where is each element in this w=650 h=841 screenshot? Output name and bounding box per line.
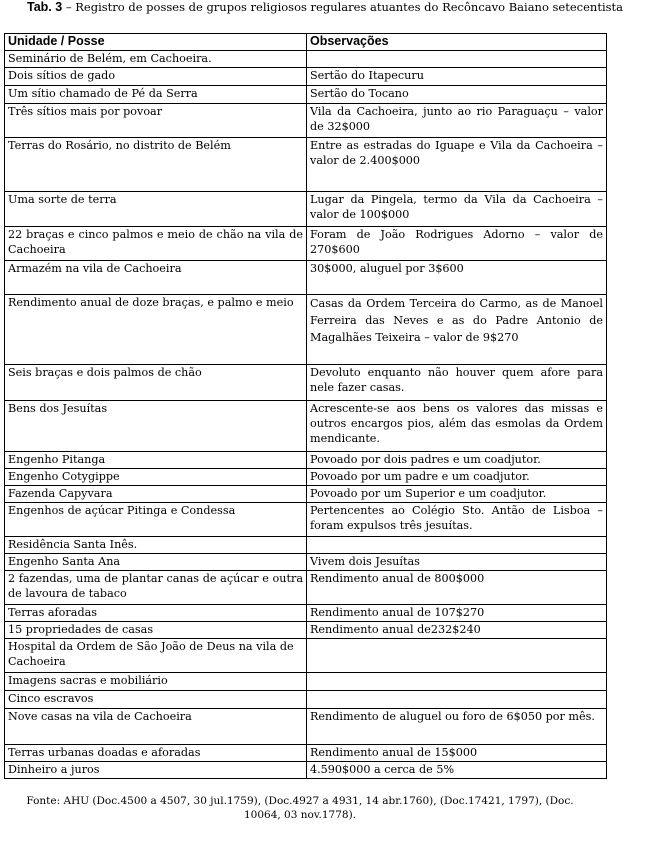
unit-cell: Terras aforadas [5,605,307,622]
obs-cell: Vivem dois Jesuítas [307,554,607,571]
unit-cell: Imagens sacras e mobiliário [5,673,307,691]
unit-cell: Um sítio chamado de Pé da Serra [5,86,307,104]
table-row [5,762,607,779]
obs-cell [307,673,607,691]
obs-cell: Pertencentes ao Colégio Sto. Antão de Lisboa – foram expulsos três jesuítas. [307,503,607,537]
obs-cell: 30$000, aluguel por 3$600 [307,261,607,295]
table-row [5,104,607,138]
table-row [5,709,607,745]
table-row [5,605,607,622]
header-unit: Unidade / Posse [5,34,307,51]
unit-cell: Armazém na vila de Cachoeira [5,261,307,295]
table-header-row [5,34,607,51]
unit-cell: Cinco escravos [5,691,307,709]
table-row [5,571,607,605]
unit-cell: Terras do Rosário, no distrito de Belém [5,138,307,192]
table-row [5,486,607,503]
unit-cell: Seis braças e dois palmos de chão [5,365,307,401]
obs-cell: Sertão do Tocano [307,86,607,104]
table-row [5,192,607,227]
table-row [5,673,607,691]
obs-cell: Devoluto enquanto não houver quem afore para nele fazer casas. [307,365,607,401]
obs-cell: Povoado por um padre e um coadjutor. [307,469,607,486]
obs-cell: Vila da Cachoeira, junto ao rio Paraguaçu – valor de 32$000 [307,104,607,138]
unit-cell: Engenho Cotygippe [5,469,307,486]
table-row [5,554,607,571]
unit-cell: Três sítios mais por povoar [5,104,307,138]
unit-cell: Fazenda Capyvara [5,486,307,503]
table-row [5,401,607,452]
obs-cell: Acrescente-se aos bens os valores das missas e outros encargos pios, além das esmolas da Ordem mendicante. [307,401,607,452]
unit-cell: Engenho Santa Ana [5,554,307,571]
obs-cell: Casas da Ordem Terceira do Carmo, as de Manoel Ferreira das Neves e as do Padre Antonio de Magalhães Teixeira – valor de 9$270 [307,295,607,365]
unit-cell: Bens dos Jesuítas [5,401,307,452]
unit-cell: Seminário de Belém, em Cachoeira. [5,51,307,68]
unit-cell: Terras urbanas doadas e aforadas [5,745,307,762]
unit-cell: Engenhos de açúcar Pitinga e Condessa [5,503,307,537]
table-caption-label: Tab. 3 [26,0,63,14]
obs-cell [307,691,607,709]
table-row [5,227,607,261]
unit-cell: Dinheiro a juros [5,762,307,779]
obs-cell: 4.590$000 a cerca de 5% [307,762,607,779]
unit-cell: Dois sítios de gado [5,68,307,86]
unit-cell: 15 propriedades de casas [5,622,307,639]
table-row [5,745,607,762]
table-row [5,261,607,295]
table-row [5,639,607,673]
possessions-table [4,33,607,779]
table-row [5,51,607,68]
unit-cell: Uma sorte de terra [5,192,307,227]
table-row [5,68,607,86]
table-caption [10,0,640,14]
obs-cell: Lugar da Pingela, termo da Vila da Cachoeira – valor de 100$000 [307,192,607,227]
unit-cell: Residência Santa Inês. [5,537,307,554]
unit-cell: Engenho Pitanga [5,452,307,469]
obs-cell: Sertão do Itapecuru [307,68,607,86]
obs-cell: Rendimento anual de 800$000 [307,571,607,605]
table-row [5,537,607,554]
obs-cell: Entre as estradas do Iguape e Vila da Cachoeira – valor de 2.400$000 [307,138,607,192]
obs-cell: Povoado por um Superior e um coadjutor. [307,486,607,503]
obs-cell: Rendimento de aluguel ou foro de 6$050 por mês. [307,709,607,745]
source-footnote: Fonte: AHU (Doc.4500 a 4507, 30 jul.1759), (Doc.4927 a 4931, 14 abr.1760), (Doc.17421, 1797), (Doc. 10064, 03 nov.1778). [26,795,574,821]
obs-cell: Foram de João Rodrigues Adorno – valor de 270$600 [307,227,607,261]
obs-cell: Rendimento anual de 15$000 [307,745,607,762]
table-row [5,138,607,192]
obs-cell [307,51,607,68]
unit-cell: Rendimento anual de doze braças, e palmo e meio [5,295,307,365]
header-observations: Observações [307,34,607,51]
obs-cell: Rendimento anual de 107$270 [307,605,607,622]
table-caption-text: – Registro de posses de grupos religiosos regulares atuantes do Recôncavo Baiano setecentista [62,0,623,14]
table-row [5,295,607,365]
unit-cell: 22 braças e cinco palmos e meio de chão na vila de Cachoeira [5,227,307,261]
table-row [5,469,607,486]
table-row [5,452,607,469]
table-row [5,622,607,639]
table-row [5,691,607,709]
obs-cell [307,537,607,554]
unit-cell: Hospital da Ordem de São João de Deus na vila de Cachoeira [5,639,307,673]
unit-cell: Nove casas na vila de Cachoeira [5,709,307,745]
obs-cell: Povoado por dois padres e um coadjutor. [307,452,607,469]
table-row [5,86,607,104]
obs-cell [307,639,607,673]
table-row [5,365,607,401]
unit-cell: 2 fazendas, uma de plantar canas de açúcar e outra de lavoura de tabaco [5,571,307,605]
obs-cell: Rendimento anual de232$240 [307,622,607,639]
table-row [5,503,607,537]
